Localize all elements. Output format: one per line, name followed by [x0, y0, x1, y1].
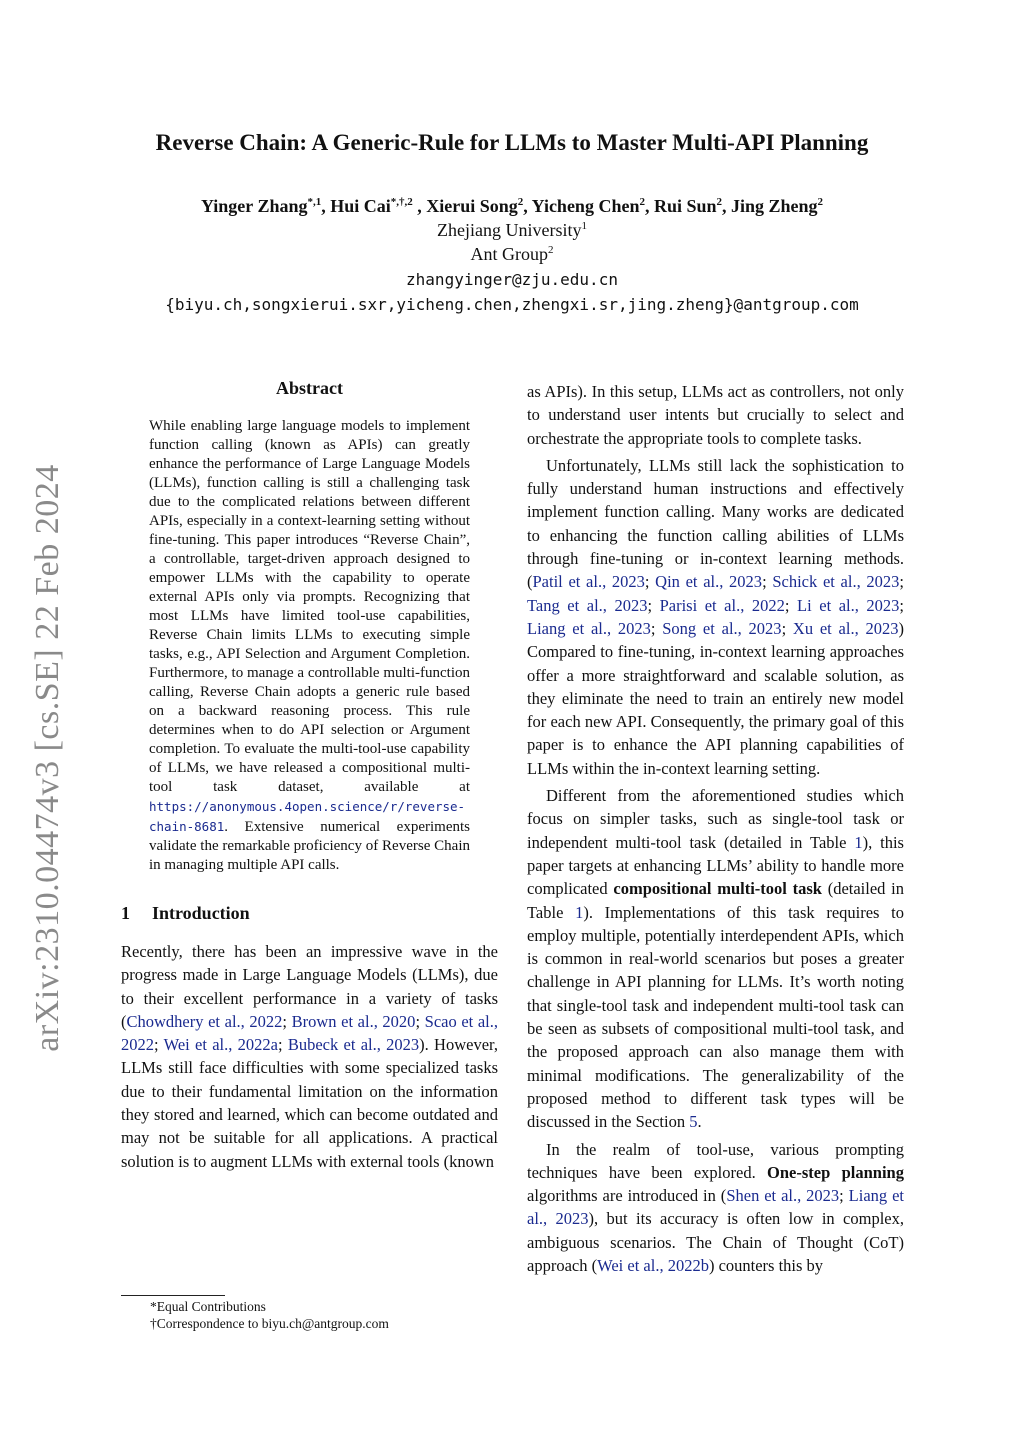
citation-link[interactable]: Brown et al., 2020 [291, 1011, 416, 1031]
author-name: Xierui Song [426, 196, 518, 216]
footnote: †Correspondence to biyu.ch@antgroup.com [150, 1316, 389, 1331]
text-run: ; [650, 618, 663, 638]
author-email: zhangyinger@zju.edu.cn [406, 270, 618, 289]
citation-link[interactable]: Liang et al., 2023 [527, 618, 651, 638]
citation-link[interactable]: Wei et al., 2022a [163, 1035, 278, 1055]
author-sup: 2 [716, 196, 722, 208]
text-run: ; [647, 595, 660, 615]
text-run: ). However, LLMs still face difficulties with some specialized tasks due to their fundamental limitation on the information they stored and learned, which can become outdated and may not be suitable for all applications. A practical solution is to augment LLMs with external tools (known [121, 1035, 498, 1171]
text-run: ) counters this by [708, 1255, 824, 1275]
section-ref-link[interactable]: 5 [689, 1112, 698, 1132]
text-run: ; [762, 572, 773, 592]
citation-link[interactable]: Shen et al., 2023 [726, 1186, 840, 1206]
emphasis-text: compositional multi-tool task [613, 879, 822, 899]
citation-link[interactable]: Song et al., 2023 [662, 618, 782, 638]
text-run: (detailed in Table [527, 879, 904, 922]
author-sup: 2 [817, 196, 824, 208]
text-run: ), but its accuracy is often low in complex, ambiguous scenarios. The Chain of Thought (CoT) approach ( [527, 1209, 904, 1275]
text-run: In the realm of tool-use, various prompting techniques have been explored. [527, 1139, 904, 1182]
text-run: . [697, 1112, 702, 1132]
text-run: ). Implementations of this task requires to employ multiple, potentially interdependent APIs, which is common in real-world scenarios but poses a greater challenge in API planning for LLMs. It’s worth noting that single-tool task and independent multi-tool task can be seen as subsets of compositional multi-tool task, and the proposed approach can also manage them with minimal modifications. The generalizability of the proposed method to different task types will be discussed in the Section [527, 902, 904, 1132]
footnote-divider [121, 1295, 225, 1296]
citation-link[interactable]: Chowdhery et al., 2022 [126, 1011, 283, 1031]
intro-paragraph: as APIs). In this setup, LLMs act as controllers, not only to understand user intents but crucially to select and orchestrate the appropriate tools to complete tasks. [527, 382, 904, 448]
abstract-body: While enabling large language models to implement function calling (known as APIs) can greatly enhance the performance of Large Language Models (LLMs), function calling is still a challenging task due to the complicated relations between different APIs, especially in a context-learning setting without fine-tuning. This paper introduces “Reverse Chain”, a controllable, target-driven approach designed to empower LLMs with the capability to operate external APIs only via prompts. Recognizing that most LLMs have limited tool-use capabilities, Reverse Chain limits LLMs to executing simple tasks, e.g., API Selection and Argument Completion. Furthermore, to manage a controllable multi-function calling, Reverse Chain adopts a generic rule based on a backward reasoning process. This rule determines when to do API selection or Argument completion. To evaluate the multi-tool-use capability of LLMs, we have released a compositional multi-tool task dataset, available at [149, 418, 470, 795]
arxiv-stamp [26, 448, 70, 1068]
text-run: Recently, there has been an impressive wave in the progress made in Large Language Models (LLMs), due to their excellent performance in a variety of tasks ( [121, 942, 498, 1031]
author-sup: 2 [517, 196, 524, 208]
author-list: Yinger Zhang$^{*,1}$, Hui Cai$^{*,\dagger,2}$ , Xierui Song$^2$, Yicheng Chen$^2$, Rui Sun$^2$, Jing Zheng$^2$ [200, 196, 824, 216]
affiliation-sup: 1 [581, 220, 587, 232]
citation-link[interactable]: Li et al., 2023 [797, 595, 900, 615]
citation-link[interactable]: Parisi et al., 2022 [659, 595, 785, 615]
citation-link[interactable]: Xu et al., 2023 [792, 618, 899, 638]
author-name: Yicheng Chen [531, 196, 640, 216]
dataset-link[interactable]: https://anonymous.4open.science/r/reverse-chain-8681 [149, 799, 466, 834]
author-sup: 2 [639, 196, 645, 208]
citation-link[interactable]: Bubeck et al., 2023 [287, 1035, 420, 1055]
author-email: {biyu.ch,songxierui.sxr,yicheng.chen,zhengxi.sr,jing.zheng}@antgroup.com [165, 295, 859, 314]
citation-link[interactable]: Patil et al., 2023 [532, 572, 645, 592]
section-title: Introduction [152, 903, 250, 923]
footnote: *Equal Contributions [150, 1299, 266, 1314]
text-run: Unfortunately, LLMs still lack the sophistication to fully understand human instructions and effectively implement function calling. Many works are dedicated to enhancing the function calling abilities of LLMs through fine-tuning or in-context learning methods. ( [527, 455, 904, 592]
author-name: Yinger Zhang [200, 196, 308, 216]
table-ref-link[interactable]: 1 [854, 832, 863, 852]
author-sup: *,†,2 [390, 196, 413, 208]
affiliation-name: Ant Group [470, 244, 548, 264]
arxiv-stamp-text: arXiv:2310.04474v3 [cs.SE] 22 Feb 2024 [29, 464, 67, 1052]
text-run: ) Compared to fine-tuning, in-context learning approaches offer a more straightforward and scalable solution, as they eliminate the need to train an entirely new model for each new API. Consequently, the primary goal of this paper is to enhance the API planning capabilities of LLMs within the in-context learning setting. [527, 618, 904, 778]
right-column [527, 380, 904, 1281]
intro-paragraph [527, 784, 904, 1133]
text-run: ; [781, 618, 793, 638]
intro-paragraph [527, 454, 904, 780]
paper-title: Reverse Chain: A Generic-Rule for LLMs to Master Multi-API Planning [155, 130, 869, 155]
author-name: Jing Zheng [731, 196, 818, 216]
left-column [121, 378, 498, 1173]
text-run: ; [154, 1035, 164, 1055]
abstract-heading: Abstract [276, 378, 343, 398]
citation-link[interactable]: Liang et al., 2023 [527, 1186, 904, 1229]
text-run: Different from the aforementioned studies which focus on simpler tasks, such as single-tool task or independent multi-tool task (detailed in Table [527, 786, 904, 852]
abstract-body-end: . Extensive numerical experiments validate the remarkable proficiency of Reverse Chain in managing multiple API calls. [149, 819, 470, 873]
text-run: ; [277, 1035, 288, 1055]
table-ref-link[interactable]: 1 [575, 902, 584, 922]
citation-link[interactable]: Qin et al., 2023 [655, 572, 763, 592]
affiliation [0, 220, 1024, 241]
section-heading [121, 903, 498, 924]
author-name: Hui Cai [330, 196, 391, 216]
text-run: ; [282, 1011, 292, 1031]
citation-link[interactable]: Scao et al., 2022 [121, 1011, 499, 1055]
abstract-text [149, 417, 470, 875]
author-sup: *,1 [307, 196, 322, 208]
affiliation-sup: 2 [548, 244, 554, 256]
intro-paragraph [121, 940, 498, 1173]
text-run: algorithms are introduced in ( [527, 1186, 727, 1206]
citation-link[interactable]: Schick et al., 2023 [772, 572, 900, 592]
section-number: 1 [121, 903, 130, 923]
text-run: ; [784, 595, 798, 615]
emphasis-text: One-step planning [767, 1162, 904, 1182]
author-name: Rui Sun [653, 196, 717, 216]
affiliation-name: Zhejiang University [437, 220, 582, 240]
text-run: ; [899, 572, 904, 592]
affiliation [0, 244, 1024, 265]
text-run: ; [644, 572, 656, 592]
text-run: ; [899, 595, 904, 615]
citation-link[interactable]: Tang et al., 2023 [527, 595, 648, 615]
citation-link[interactable]: Wei et al., 2022b [597, 1255, 709, 1275]
text-run: ), this paper targets at enhancing LLMs’ ability to handle more complicated [527, 832, 904, 899]
text-run: ; [839, 1186, 849, 1206]
text-run: ; [415, 1011, 425, 1031]
intro-paragraph [527, 1138, 904, 1278]
